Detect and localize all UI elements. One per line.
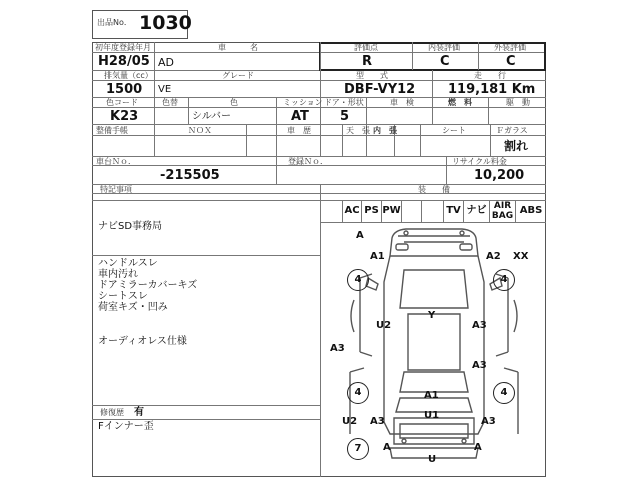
damage-xx: XX xyxy=(513,251,529,262)
doors-value: 5 xyxy=(340,109,350,124)
displacement-header: 排気量（cc） xyxy=(104,71,153,80)
tire-front-left: 4 xyxy=(347,269,369,291)
note-line: ハンドルスレ xyxy=(98,258,158,269)
doors-header: ドア・形状 xyxy=(324,98,364,107)
exterior-grade-value: C xyxy=(506,54,516,69)
equipment-navi: ナビ xyxy=(464,200,490,223)
spare-tire: 7 xyxy=(347,438,369,460)
repair-history-header: 修復歴 xyxy=(100,408,124,417)
note-line: ドアミラーカバーキズ xyxy=(98,280,198,291)
history-header: 車 歴 xyxy=(287,126,311,135)
drive-header: 駆 動 xyxy=(506,98,530,107)
damage-roof: Y xyxy=(428,310,436,321)
note-line: 車内汚れ xyxy=(98,269,138,280)
damage-rear-right-lamp: A3 xyxy=(481,416,496,427)
damage-rear-glass: A1 xyxy=(424,390,439,401)
windshield-header: Ｆガラス xyxy=(496,126,528,135)
damage-front-left-fender: A1 xyxy=(370,251,385,262)
note-line: 荷室キズ・凹み xyxy=(98,302,168,313)
chassis-number-header: 車台Ｎｏ． xyxy=(96,157,136,166)
chassis-number-value: -215505 xyxy=(160,168,220,183)
model-code-header: 型 式 xyxy=(356,71,388,80)
damage-rear-left-lamp: A3 xyxy=(370,416,385,427)
car-name-header: 車 名 xyxy=(218,43,258,52)
equipment-airbag: AIR BAG xyxy=(490,200,516,223)
notes-header: 特記事項 xyxy=(100,185,132,194)
tire-rear-left: 4 xyxy=(347,382,369,404)
tire-front-right: 4 xyxy=(493,269,515,291)
maintenance-book-header: 整備手帳 xyxy=(96,126,128,135)
transmission-value: AT xyxy=(291,109,309,124)
displacement-value: 1500 xyxy=(106,82,143,97)
equipment-blank-2 xyxy=(422,200,444,223)
headliner-header: 天 張 xyxy=(346,126,370,135)
damage-right-front-door: A3 xyxy=(472,320,487,331)
equipment-ps: PS xyxy=(362,200,382,223)
damage-rear-underside: U xyxy=(428,454,437,465)
inner-trim-header: 内 張 xyxy=(373,126,397,135)
damage-front-bumper: A xyxy=(356,230,364,241)
lot-number-label: 出品No． xyxy=(97,18,132,27)
score-header: 評価点 xyxy=(354,43,378,52)
color-change-header: 色替 xyxy=(162,98,178,107)
lot-number: 1030 xyxy=(139,12,192,34)
model-code-value: DBF-VY12 xyxy=(344,82,416,97)
damage-front-right-fender: A2 xyxy=(486,251,501,262)
grade-header: グレード xyxy=(222,71,254,80)
damage-right-rear-door: A3 xyxy=(472,360,487,371)
mileage-header: 走 行 xyxy=(474,71,506,80)
mileage-value: 119,181 Km xyxy=(448,82,536,97)
registration-number-header: 登録Ｎｏ． xyxy=(288,157,328,166)
equipment-abs: ABS xyxy=(519,205,543,217)
damage-rear-bumper-left: A xyxy=(383,442,391,453)
note-line: オーディオレス仕様 xyxy=(98,336,187,347)
equipment-ac: AC xyxy=(342,200,362,223)
equipment-header: 装 備 xyxy=(418,185,450,194)
damage-rear-left-quarter: U2 xyxy=(342,416,358,427)
exterior-grade-header: 外装評価 xyxy=(494,43,526,52)
car-name-value: AD xyxy=(158,56,174,69)
first-registration-value: H28/05 xyxy=(98,54,150,69)
windshield-value: 割れ xyxy=(504,139,529,153)
seat-header: シート xyxy=(442,126,466,135)
color-value: シルバー xyxy=(192,111,232,122)
color-header: 色 xyxy=(230,98,238,107)
equipment-pw: PW xyxy=(382,200,402,223)
note-line: シートスレ xyxy=(98,291,148,302)
first-registration-header: 初年度登録年月 xyxy=(95,43,151,52)
damage-left-door: U2 xyxy=(376,320,392,331)
grade-value: VE xyxy=(158,84,172,95)
equipment-tv: TV xyxy=(444,200,464,223)
recycle-fee-header: リサイクル料金 xyxy=(452,157,507,166)
equipment-blank-1 xyxy=(402,200,422,223)
recycle-fee-value: 10,200 xyxy=(474,168,525,183)
color-code-header: 色コード xyxy=(106,98,138,107)
tire-rear-right: 4 xyxy=(493,382,515,404)
interior-grade-header: 内装評価 xyxy=(428,43,460,52)
damage-left-side: A3 xyxy=(330,343,345,354)
damage-back-door: U1 xyxy=(424,410,440,421)
damage-rear-bumper-right: A xyxy=(474,442,482,453)
note-line: ナビSD事務局 xyxy=(98,221,163,232)
inspection-header: 車 検 xyxy=(390,98,414,107)
score-value: R xyxy=(362,54,373,69)
repair-history-value: 有 xyxy=(134,407,144,418)
nox-header: ＮＯＸ xyxy=(188,126,212,135)
color-code-value: K23 xyxy=(110,109,139,124)
transmission-header: ミッション xyxy=(283,98,323,107)
repair-note: Fインナー歪 xyxy=(98,421,154,432)
fuel-header: 燃 料 xyxy=(448,98,472,107)
interior-grade-value: C xyxy=(440,54,450,69)
